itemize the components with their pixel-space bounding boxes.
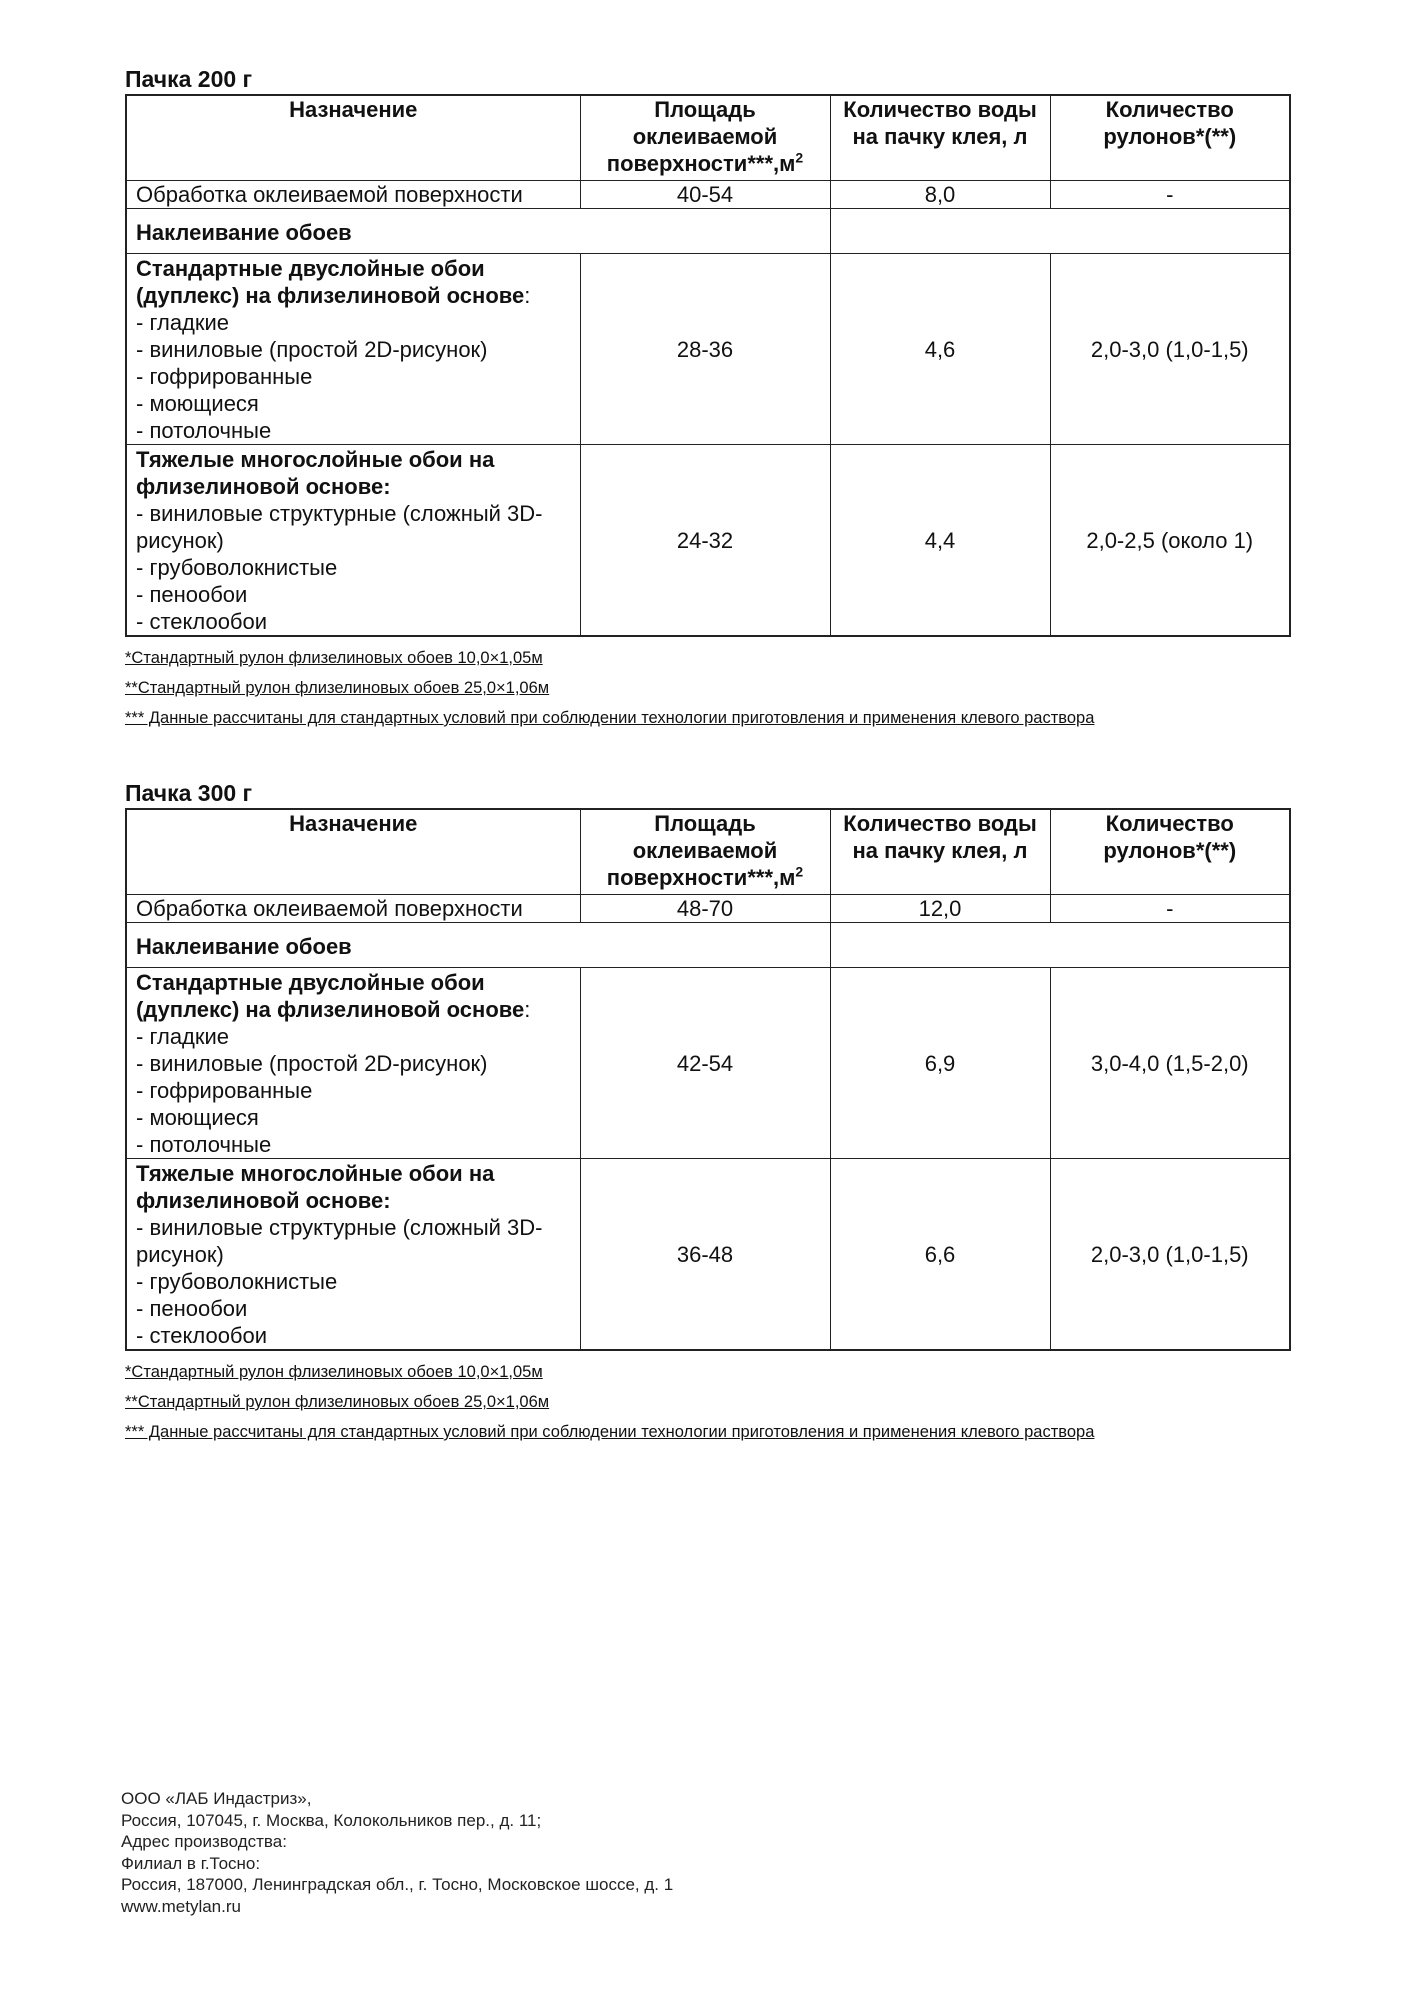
heavy-rolls: 2,0-2,5 (около 1) [1050,445,1290,637]
table-row-gluing [126,923,1290,968]
treatment-rolls: - [1050,181,1290,209]
heavy-desc: Тяжелые многослойные обои на флизелиновой основе: - виниловые структурные (сложный 3D-рисунок) - грубоволокнистые - пенообои - стеклообои [126,1159,580,1351]
header-water: Количество воды на пачку клея, л [830,809,1050,895]
heavy-water: 6,6 [830,1159,1050,1351]
heavy-water: 4,4 [830,445,1050,637]
footnote: *Стандартный рулон флизелиновых обоев 10,0×1,05м [125,1363,543,1381]
gluing-label: Наклеивание обоев [126,209,830,254]
header-row [126,809,1290,895]
section-title: Пачка 300 г [125,780,253,806]
branch-label: Филиал в г.Тосно: [121,1853,261,1873]
footnote: **Стандартный рулон флизелиновых обоев 25,0×1,06м [125,1393,550,1411]
website-link[interactable]: www.metylan.ru [121,1896,241,1916]
footnote: *Стандартный рулон флизелиновых обоев 10,0×1,05м [125,649,543,667]
header-area: Площадь оклеиваемой $поверхности***,м^2$ [580,95,830,181]
treatment-area: 48-70 [580,895,830,923]
section-title: Пачка 200 г [125,66,253,92]
header-area: Площадь оклеиваемой $поверхности***,м^2$ [580,809,830,895]
gluing-empty [830,923,1290,968]
table-row-treatment [126,181,1290,209]
standard-area: 42-54 [580,968,830,1159]
heavy-area: 24-32 [580,445,830,637]
treatment-label: Обработка оклеиваемой поверхности [126,895,580,923]
header-purpose: Назначение [126,809,580,895]
table-row-standard [126,968,1290,1159]
standard-water: 4,6 [830,254,1050,445]
section-200g [125,66,1289,733]
standard-rolls: 2,0-3,0 (1,0-1,5) [1050,254,1290,445]
company-footer [121,1788,673,1918]
table-row-gluing [126,209,1290,254]
standard-desc: Стандартные двуслойные обои (дуплекс) на флизелиновой основе: - гладкие - виниловые (простой 2D-рисунок) - гофрированные - моющиеся - потолочные [126,254,580,445]
table-row-heavy [126,445,1290,637]
heavy-desc: Тяжелые многослойные обои на флизелиновой основе: - виниловые структурные (сложный 3D-рисунок) - грубоволокнистые - пенообои - стеклообои [126,445,580,637]
heavy-area: 36-48 [580,1159,830,1351]
footnote: *** Данные рассчитаны для стандартных условий при соблюдении технологии приготовления и применения клевого раствора [125,709,1095,727]
treatment-rolls: - [1050,895,1290,923]
table-row-heavy [126,1159,1290,1351]
consumption-table [125,808,1291,1351]
standard-rolls: 3,0-4,0 (1,5-2,0) [1050,968,1290,1159]
gluing-empty [830,209,1290,254]
company-name: ООО «ЛАБ Индастриз», [121,1789,312,1808]
branch-address: Россия, 187000, Ленинградская обл., г. Тосно, Московское шоссе, д. 1 [121,1875,674,1895]
header-water: Количество воды на пачку клея, л [830,95,1050,181]
treatment-water: 8,0 [830,181,1050,209]
header-rolls: Количество рулонов*(**) [1050,809,1290,895]
section-300g [125,780,1289,1447]
standard-area: 28-36 [580,254,830,445]
gluing-label: Наклеивание обоев [126,923,830,968]
treatment-label: Обработка оклеиваемой поверхности [126,181,580,209]
header-rolls: Количество рулонов*(**) [1050,95,1290,181]
table-row-standard [126,254,1290,445]
consumption-table [125,94,1291,637]
footnotes [125,643,1289,733]
production-label: Адрес производства: [121,1832,287,1852]
footnote: *** Данные рассчитаны для стандартных условий при соблюдении технологии приготовления и применения клевого раствора [125,1423,1095,1441]
footnotes [125,1357,1289,1447]
header-row [126,95,1290,181]
treatment-area: 40-54 [580,181,830,209]
heavy-rolls: 2,0-3,0 (1,0-1,5) [1050,1159,1290,1351]
treatment-water: 12,0 [830,895,1050,923]
standard-water: 6,9 [830,968,1050,1159]
footnote: **Стандартный рулон флизелиновых обоев 25,0×1,06м [125,679,550,697]
table-row-treatment [126,895,1290,923]
standard-desc: Стандартные двуслойные обои (дуплекс) на флизелиновой основе: - гладкие - виниловые (простой 2D-рисунок) - гофрированные - моющиеся - потолочные [126,968,580,1159]
header-purpose: Назначение [126,95,580,181]
company-address: Россия, 107045, г. Москва, Колокольников пер., д. 11; [121,1810,542,1830]
